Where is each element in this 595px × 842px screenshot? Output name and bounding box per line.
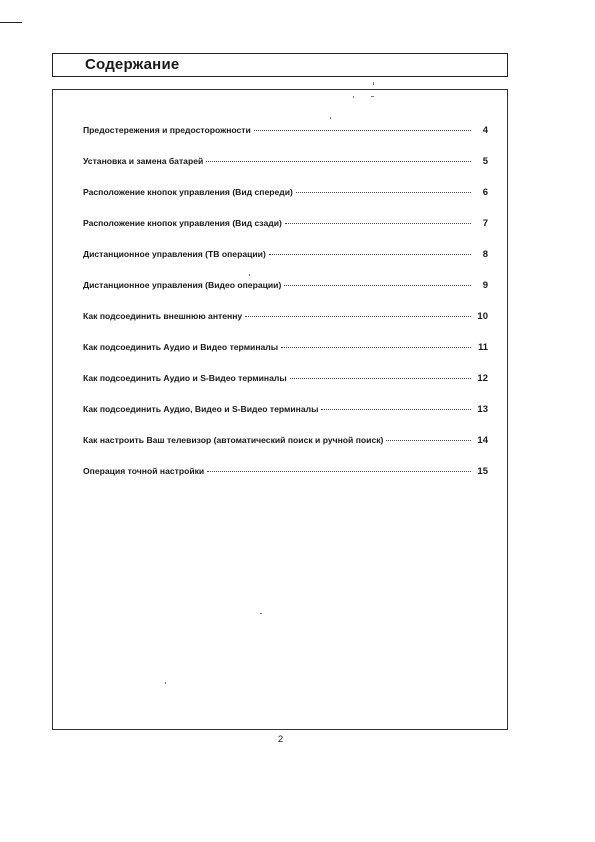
toc-entry-label: Расположение кнопок управления (Вид сзади) <box>83 218 282 228</box>
toc-entry-page: 5 <box>482 156 488 167</box>
toc-entry-label: Как подсоединить Аудио, Видео и S-Видео терминалы <box>83 404 319 414</box>
toc-entry-label: Предостережения и предосторожности <box>83 125 251 135</box>
toc-entry-label: Как настроить Ваш телевизор (автоматический поиск и ручной поиск) <box>83 435 384 445</box>
toc-entry-page: 13 <box>477 404 488 415</box>
crop-mark <box>0 22 22 23</box>
scan-speck <box>260 613 262 614</box>
toc-entry[interactable] <box>83 125 488 156</box>
toc-leader-dots <box>321 409 471 410</box>
title-box <box>52 53 508 77</box>
toc-entry[interactable] <box>83 156 488 187</box>
toc-entry[interactable] <box>83 280 488 311</box>
toc-entry-page: 6 <box>482 187 488 198</box>
toc-leader-dots <box>284 285 471 286</box>
scan-speck <box>165 682 166 684</box>
toc-entry-page: 9 <box>482 280 488 291</box>
page-number: 2 <box>277 734 284 745</box>
toc-leader-dots <box>281 347 471 348</box>
toc-entry-label: Как подсоединить Аудио и S-Видео терминалы <box>83 373 287 383</box>
toc-entry[interactable] <box>83 373 488 404</box>
toc-leader-dots <box>207 471 471 472</box>
scan-speck <box>353 96 354 98</box>
toc-entry[interactable] <box>83 311 488 342</box>
toc-leader-dots <box>290 378 471 379</box>
toc-entry-page: 10 <box>477 311 488 322</box>
toc-entry-page: 11 <box>477 342 488 353</box>
scan-speck <box>330 117 331 119</box>
toc-entry[interactable] <box>83 249 488 280</box>
toc-entry[interactable] <box>83 342 488 373</box>
toc-entry-page: 4 <box>482 125 488 136</box>
toc-leader-dots <box>296 192 471 193</box>
toc-box <box>52 89 508 730</box>
scan-speck <box>371 96 374 97</box>
toc-leader-dots <box>269 254 471 255</box>
toc-entry-label: Как подсоединить внешнюю антенну <box>83 311 243 321</box>
toc-list <box>83 125 488 497</box>
scan-speck <box>373 82 374 85</box>
toc-entry[interactable] <box>83 187 488 218</box>
toc-entry-label: Как подсоединить Аудио и Видео терминалы <box>83 342 279 352</box>
toc-entry[interactable] <box>83 435 488 466</box>
toc-entry-label: Дистанционное управления (Видео операции) <box>83 280 282 290</box>
toc-leader-dots <box>245 316 471 317</box>
toc-entry-label: Операция точной настройки <box>83 466 205 476</box>
toc-entry-label: Расположение кнопок управления (Вид спереди) <box>83 187 293 197</box>
toc-leader-dots <box>285 223 471 224</box>
toc-entry[interactable] <box>83 404 488 435</box>
toc-entry[interactable] <box>83 218 488 249</box>
toc-entry-label: Установка и замена батарей <box>83 156 204 166</box>
toc-entry-label: Дистанционное управления (ТВ операции) <box>83 249 266 259</box>
toc-entry[interactable] <box>83 466 488 497</box>
toc-leader-dots <box>206 161 471 162</box>
page-title: Содержание <box>85 56 180 73</box>
toc-leader-dots <box>386 440 471 441</box>
toc-entry-page: 8 <box>482 249 488 260</box>
toc-entry-page: 7 <box>482 218 488 229</box>
scan-speck <box>249 274 250 276</box>
toc-leader-dots <box>254 130 471 131</box>
toc-entry-page: 14 <box>477 435 488 446</box>
toc-entry-page: 12 <box>477 373 488 384</box>
toc-entry-page: 15 <box>477 466 488 477</box>
